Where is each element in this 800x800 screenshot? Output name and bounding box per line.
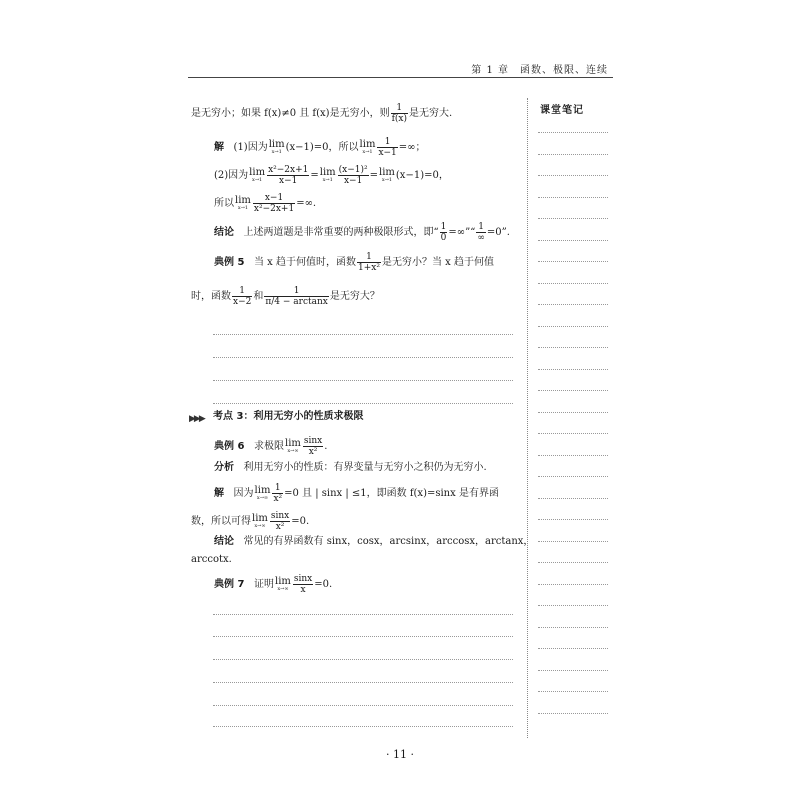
- solution-line-2: (2)因为lim x→1 $\frac{\text{x²−2x+1}}{x-1}$ =lim x→1 $\frac{\text{(x−1)²}}{x-1}$ =lim x→1 (x−1)=0，: [214, 165, 449, 186]
- conclusion-line: 结论 上述两道题是非常重要的两种极限形式，即“ $\frac{1}{0}$ =∞”“ $\frac{1}{\infty}$ =0”.: [214, 222, 510, 243]
- notes-title: 课堂笔记: [540, 105, 584, 116]
- section-arrow-icon: ▶▶▶: [189, 414, 204, 424]
- conclusion-2-line-1: 结论 常见的有界函数有 sinx，cosx，arcsinx，arccosx，arctanx，: [214, 536, 534, 547]
- note-line: [538, 175, 608, 176]
- note-line: [538, 283, 608, 284]
- chapter-header: 第 1 章 函数、极限、连续: [471, 65, 608, 76]
- answer-line: [213, 636, 513, 637]
- page-number: · 11 ·: [386, 748, 414, 761]
- note-line: [538, 240, 608, 241]
- solution-6-line-1: 解 因为lim x→∞ $\frac{1}{\text{x²}}$ =0 且 | sinx | ≤1，即函数 f(x)=sinx 是有界函: [214, 483, 499, 504]
- header-rule: [188, 77, 613, 78]
- note-line: [538, 541, 608, 542]
- note-line: [538, 476, 608, 477]
- note-line: [538, 605, 608, 606]
- note-line: [538, 498, 608, 499]
- answer-line: [213, 357, 513, 358]
- note-line: [538, 369, 608, 370]
- note-line: [538, 433, 608, 434]
- notes-separator: [527, 98, 528, 738]
- note-line: [538, 562, 608, 563]
- note-line: [538, 713, 608, 714]
- note-line: [538, 648, 608, 649]
- note-line: [538, 519, 608, 520]
- answer-line: [213, 659, 513, 660]
- answer-line: [213, 403, 513, 404]
- example-7-line: 典例 7 证明lim x→∞ $\frac{\sin x}{x}$ =0.: [214, 574, 333, 595]
- solution-line-3: 所以lim x→1 $\frac{x-1}{\text{x²−2x+1}}$ =∞.: [214, 193, 317, 214]
- note-line: [538, 218, 608, 219]
- note-line: [538, 326, 608, 327]
- example-5-line-1: 典例 5 当 x 趋于何值时，函数 $\frac{1}{\text{1+x²}}$ 是无穷小？当 x 趋于何值: [214, 252, 494, 273]
- note-line: [538, 390, 608, 391]
- solution-line-1: 解 (1)因为lim x→1 (x−1)=0，所以lim x→1 $\frac{1}{x-1}$ =∞；: [214, 137, 426, 158]
- note-line: [538, 412, 608, 413]
- example-6-line: 典例 6 求极限lim x→∞ $\frac{\sin x}{\text{x²}}$ .: [214, 436, 328, 457]
- note-line: [538, 132, 608, 133]
- solution-6-line-2: 数，所以可得lim x→∞ $\frac{\sin x}{\text{x²}}$ =0.: [191, 511, 310, 532]
- answer-line: [213, 705, 513, 706]
- answer-line: [213, 682, 513, 683]
- note-line: [538, 670, 608, 671]
- note-line: [538, 261, 608, 262]
- answer-line: [213, 334, 513, 335]
- note-line: [538, 197, 608, 198]
- note-line: [538, 154, 608, 155]
- answer-line: [213, 380, 513, 381]
- key-point-3-heading: 考点 3：利用无穷小的性质求极限: [213, 411, 364, 422]
- note-line: [538, 455, 608, 456]
- answer-line: [213, 614, 513, 615]
- fraction: $\frac{1}{f(x)}$: [391, 103, 408, 124]
- answer-line: [213, 726, 513, 727]
- note-line: [538, 627, 608, 628]
- example-5-line-2: 时，函数 $\frac{1}{x-2}$ 和 $\frac{1}{\pi/4 - \arctan x}$ 是无穷大？: [191, 286, 380, 307]
- note-line: [538, 691, 608, 692]
- analysis-line: 分析 利用无穷小的性质：有界变量与无穷小之积仍为无穷小.: [214, 462, 487, 473]
- text-line-1: 是无穷小；如果 f(x)≠0 且 f(x)是无穷小，则 $\frac{1}{f(x)}$ 是无穷大.: [191, 103, 453, 124]
- note-line: [538, 347, 608, 348]
- note-line: [538, 584, 608, 585]
- note-line: [538, 304, 608, 305]
- conclusion-2-line-2: arccotx.: [191, 554, 232, 565]
